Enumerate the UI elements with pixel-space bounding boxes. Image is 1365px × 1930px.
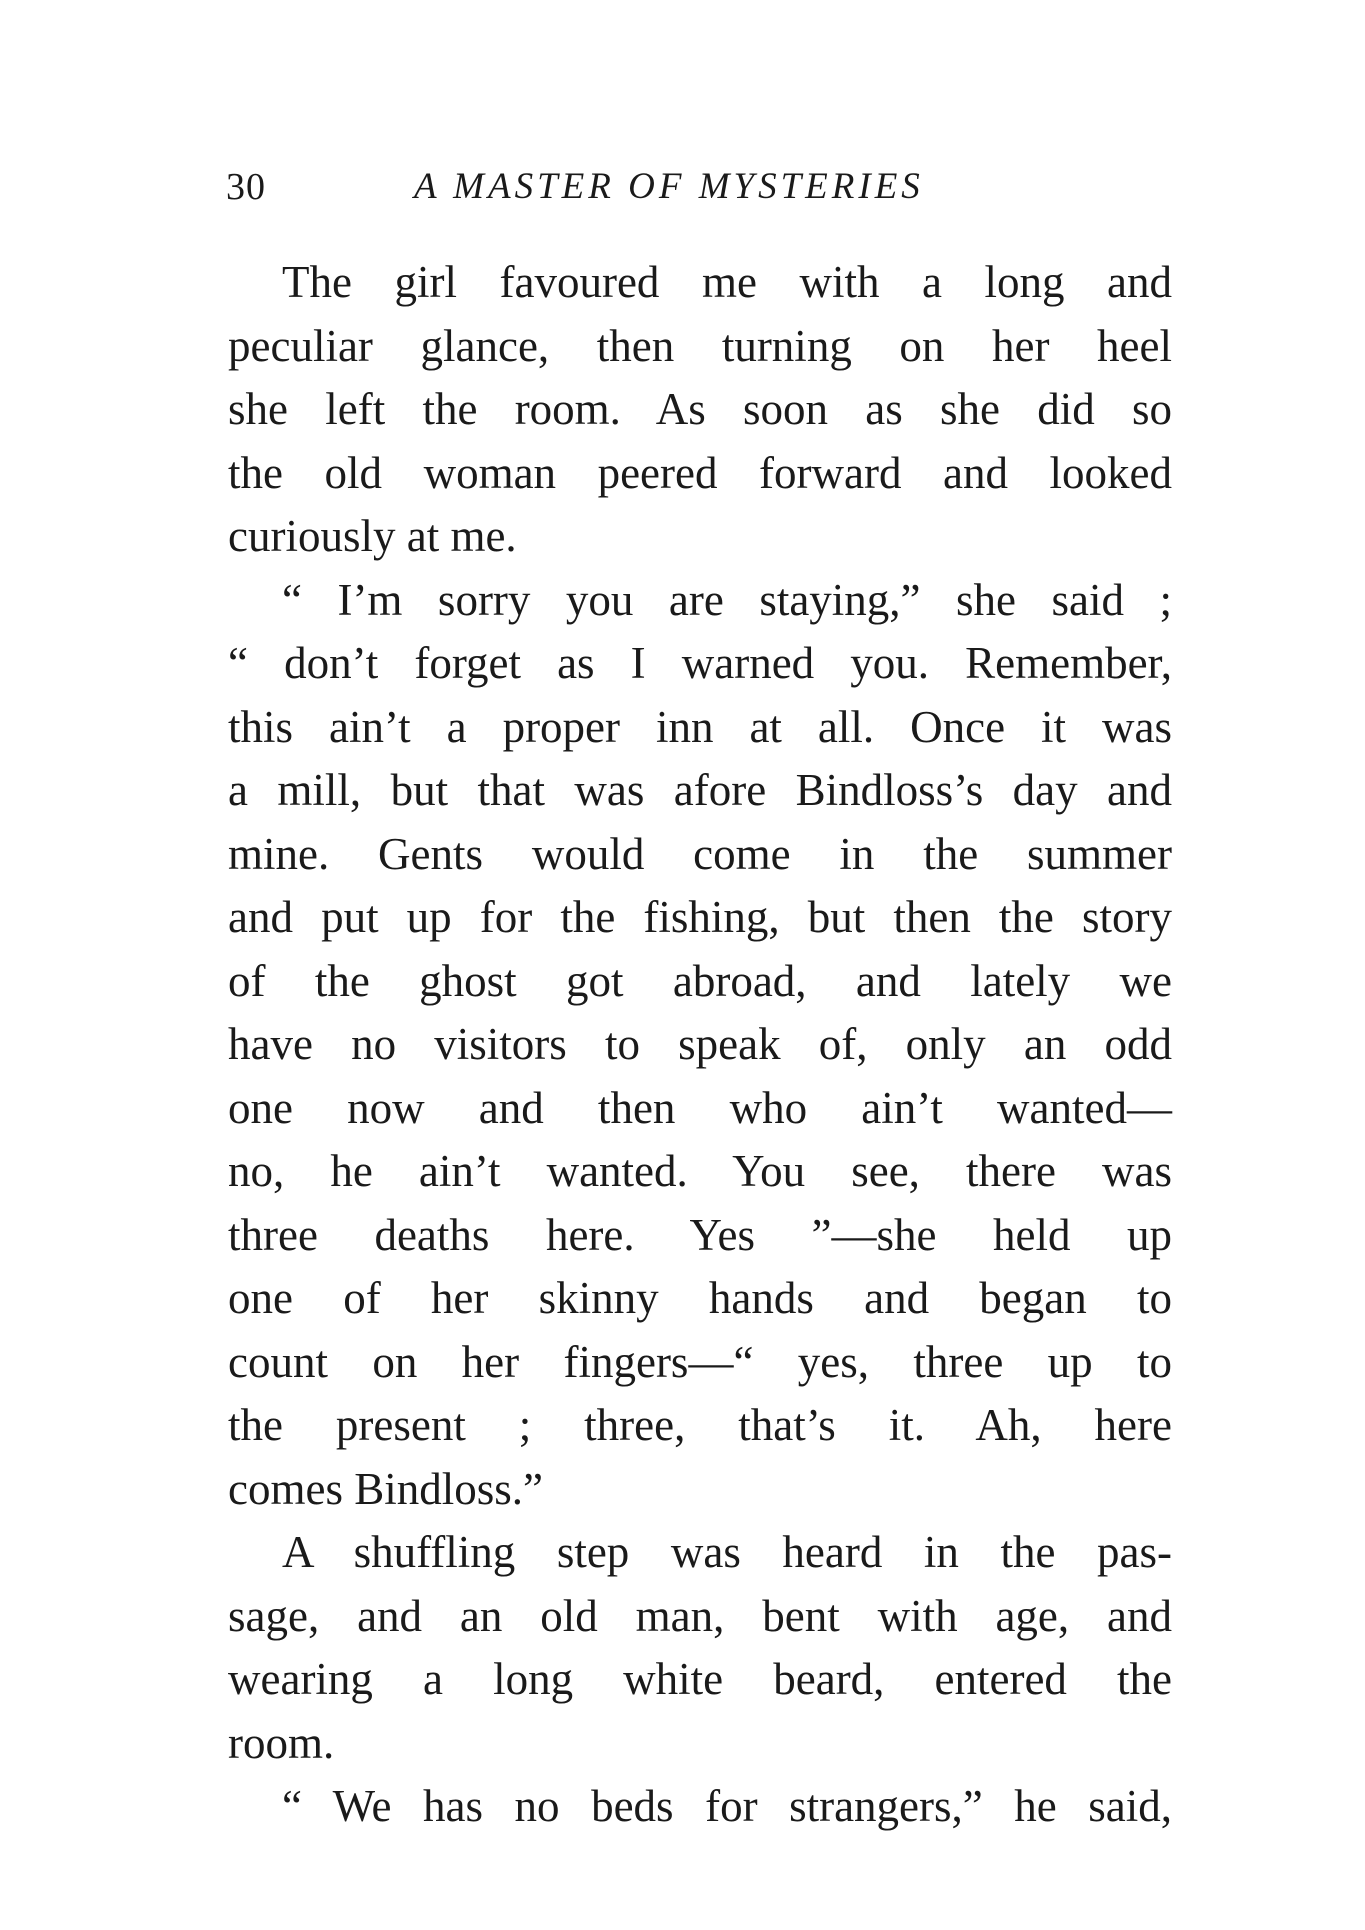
text-line: “ don’t forget as I warned you. Remember, (228, 638, 1172, 688)
text-line: “ We has no beds for strangers,” he said, (282, 1781, 1172, 1831)
page-number: 30 (226, 166, 266, 208)
text-line: peculiar glance, then turning on her heel (228, 320, 1172, 371)
text-line: wearing a long white beard, entered the (228, 1654, 1172, 1704)
text-line: the present ; three, that’s it. Ah, here (228, 1400, 1172, 1450)
text-line: “ I’m sorry you are staying,” she said ; (282, 574, 1172, 625)
text-line: mine. Gents would come in the summer (228, 828, 1172, 879)
text-line: the old woman peered forward and looked (228, 447, 1172, 498)
page-header (226, 165, 1006, 215)
text-line: comes Bindloss.” (228, 1463, 543, 1514)
text-line: A shuffling step was heard in the pas- (282, 1527, 1172, 1577)
text-line: no, he ain’t wanted. You see, there was (228, 1146, 1172, 1196)
body-text (228, 251, 1172, 1839)
text-line: a mill, but that was afore Bindloss’s day and (228, 765, 1172, 815)
text-line: curiously at me. (228, 511, 517, 561)
text-line: The girl favoured me with a long and (282, 257, 1172, 307)
text-line: one now and then who ain’t wanted— (228, 1082, 1172, 1133)
running-title: A MASTER OF MYSTERIES (414, 166, 924, 207)
text-line: she left the room. As soon as she did so (228, 384, 1172, 434)
text-line: of the ghost got abroad, and lately we (228, 955, 1172, 1006)
text-line: and put up for the fishing, but then the story (228, 892, 1172, 942)
text-line: this ain’t a proper inn at all. Once it was (228, 701, 1172, 752)
text-line: count on her fingers—“ yes, three up to (228, 1336, 1172, 1387)
text-line: sage, and an old man, bent with age, and (228, 1590, 1172, 1641)
text-line: one of her skinny hands and began to (228, 1273, 1172, 1323)
text-line: room. (228, 1717, 335, 1768)
text-line: have no visitors to speak of, only an odd (228, 1019, 1172, 1069)
text-line: three deaths here. Yes ”—she held up (228, 1209, 1172, 1260)
